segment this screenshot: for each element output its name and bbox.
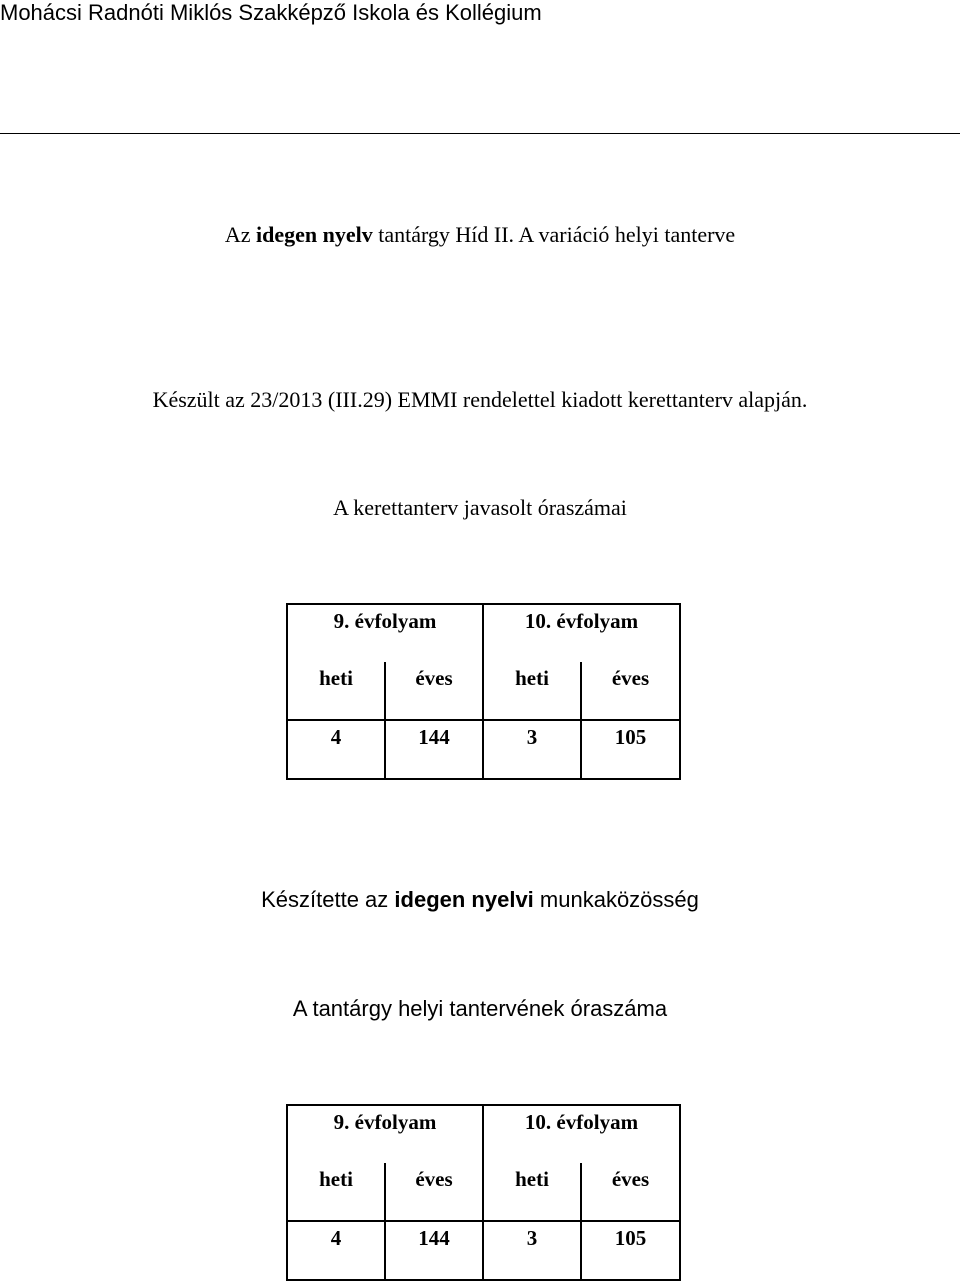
value-cell: 144 <box>385 720 483 779</box>
prepared-by-part-3: munkaközösség <box>533 887 699 912</box>
grade-10-header: 10. évfolyam <box>483 1105 680 1163</box>
title-part-1: Az <box>224 222 256 247</box>
school-name-header: Mohácsi Radnóti Miklós Szakképző Iskola és Kollégium <box>0 0 542 25</box>
document-title <box>0 222 960 248</box>
framework-hours-table <box>286 603 681 780</box>
value-cell: 144 <box>385 1221 483 1280</box>
weekly-subheader: heti <box>483 1163 581 1221</box>
value-cell: 105 <box>581 1221 680 1280</box>
title-subject-bold: idegen nyelv <box>255 222 373 247</box>
grade-9-header: 9. évfolyam <box>287 604 483 662</box>
grade-10-header: 10. évfolyam <box>483 604 680 662</box>
weekly-subheader: heti <box>287 1163 385 1221</box>
yearly-subheader: éves <box>385 1163 483 1221</box>
local-hours-table <box>286 1104 681 1281</box>
value-cell: 4 <box>287 1221 385 1280</box>
header-divider <box>0 133 960 134</box>
framework-hours-heading: A kerettanterv javasolt óraszámai <box>333 495 627 520</box>
value-cell: 3 <box>483 1221 581 1280</box>
yearly-subheader: éves <box>581 1163 680 1221</box>
value-cell: 3 <box>483 720 581 779</box>
prepared-by-dept-bold: idegen nyelvi <box>394 887 534 912</box>
weekly-subheader: heti <box>483 662 581 720</box>
prepared-by-line <box>0 887 960 913</box>
title-part-3: tantárgy Híd II. A variáció helyi tanterve <box>372 222 736 247</box>
yearly-subheader: éves <box>581 662 680 720</box>
local-hours-heading: A tantárgy helyi tantervének óraszáma <box>292 996 668 1021</box>
grade-9-header: 9. évfolyam <box>287 1105 483 1163</box>
yearly-subheader: éves <box>385 662 483 720</box>
prepared-by-part-1: Készítette az <box>261 887 395 912</box>
value-cell: 4 <box>287 720 385 779</box>
value-cell: 105 <box>581 720 680 779</box>
basis-line: Készült az 23/2013 (III.29) EMMI rendelettel kiadott kerettanterv alapján. <box>152 387 808 412</box>
weekly-subheader: heti <box>287 662 385 720</box>
